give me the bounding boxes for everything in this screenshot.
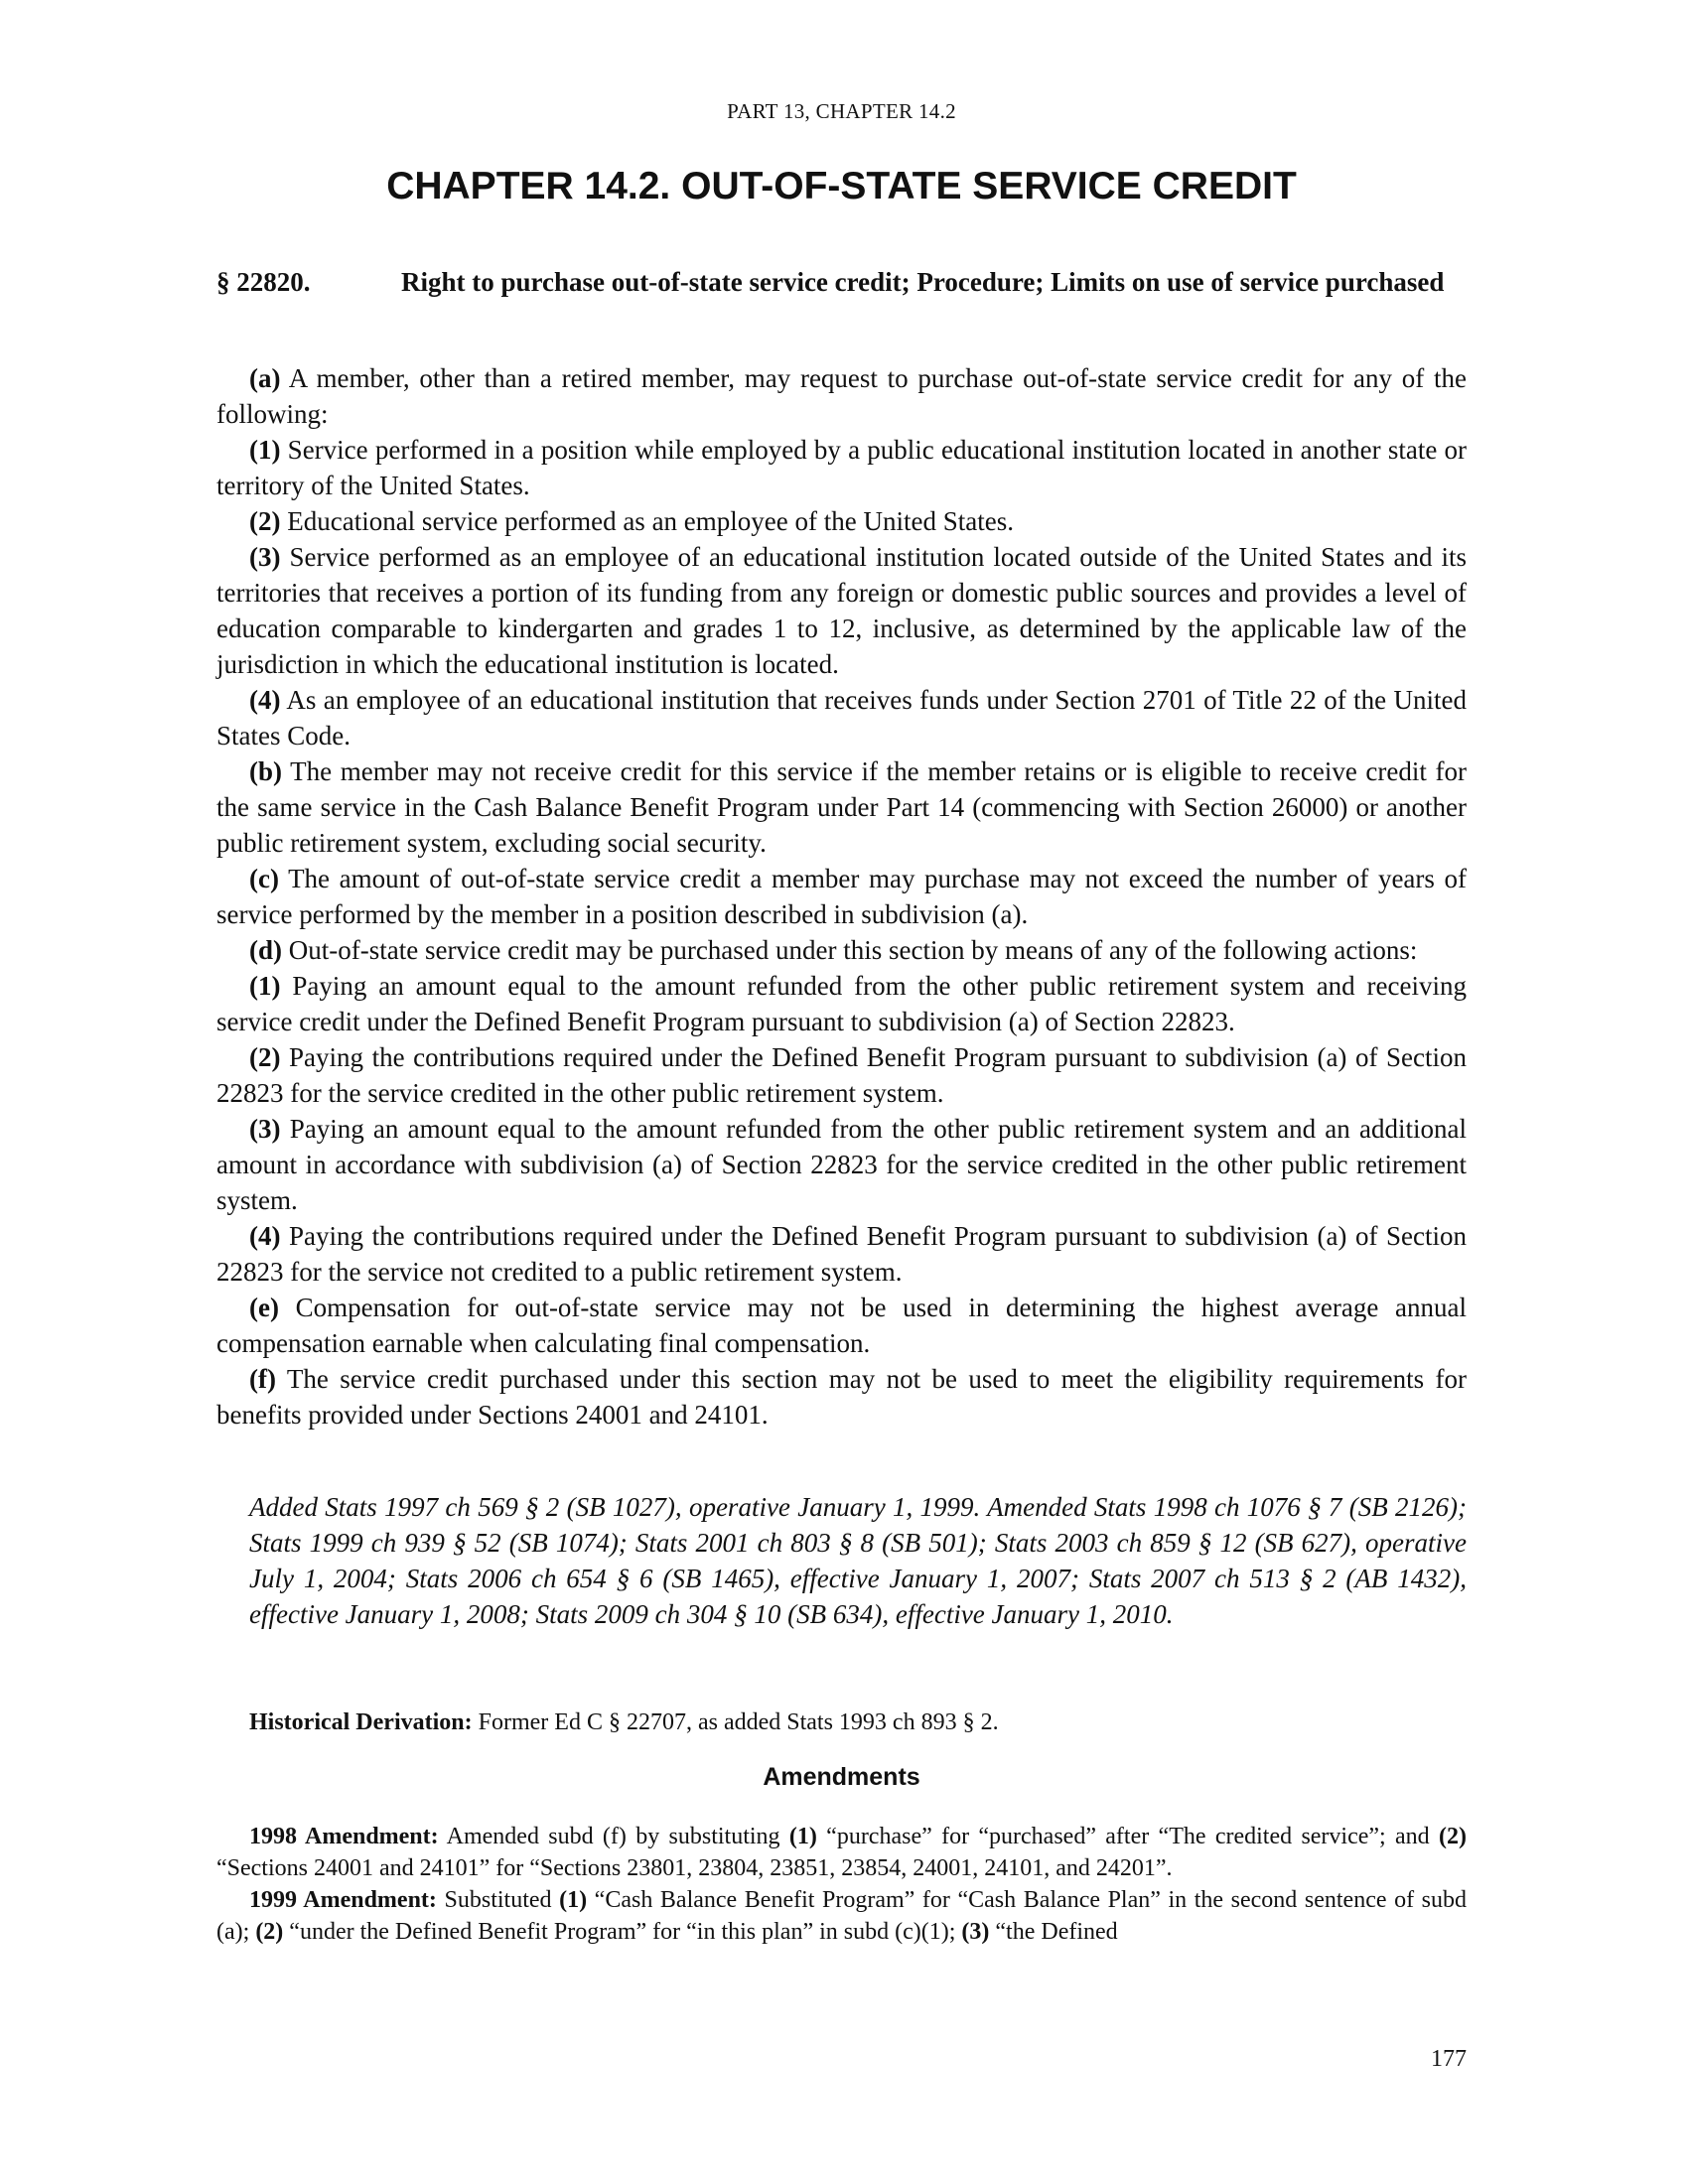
- amendment-text: “Cash Balance Benefit Program” for “Cash Balance Plan” in the second sentence of subd (a);: [216, 1887, 1467, 1945]
- section-heading: [216, 264, 1467, 300]
- amendment-text: “under the Defined Benefit Program” for “in this plan” in subd (c)(1);: [283, 1919, 962, 1945]
- paragraph-d3: [216, 1111, 1467, 1218]
- amendment-label: 1999 Amendment:: [249, 1887, 437, 1913]
- history-note: Added Stats 1997 ch 569 § 2 (SB 1027), operative January 1, 1999. Amended Stats 1998 ch 1076 § 7 (SB 2126); Stats 1999 ch 939 § 52 (SB 1074); Stats 2001 ch 803 § 8 (SB 501); Stats 2003 ch 859 § 12 (SB 627), operative July 1, 2004; Stats 2006 ch 654 § 6 (SB 1465), effective January 1, 2007; Stats 2007 ch 513 § 2 (AB 1432), effective January 1, 2008; Stats 2009 ch 304 § 10 (SB 634), effective January 1, 2010.: [249, 1492, 1467, 1629]
- paragraph-d1: [216, 968, 1467, 1039]
- derivation-label: Historical Derivation:: [249, 1709, 473, 1735]
- para-mark: (1): [249, 435, 281, 465]
- amendment-text: “the Defined: [989, 1919, 1118, 1945]
- para-text: The service credit purchased under this section may not be used to meet the eligibility requirements for benefits provided under Sections 24001 and 24101.: [216, 1364, 1467, 1430]
- section-title: Right to purchase out-of-state service credit; Procedure; Limits on use of service purchased: [401, 267, 1445, 297]
- paragraph-d4: [216, 1218, 1467, 1290]
- subdivision-b: [216, 753, 1467, 861]
- amendment-1998: [216, 1821, 1467, 1884]
- para-text: Paying the contributions required under the Defined Benefit Program pursuant to subdivision (a) of Section 22823 for the service not credited to a public retirement system.: [216, 1221, 1467, 1287]
- para-mark: (4): [249, 685, 281, 715]
- para-text: Compensation for out-of-state service may not be used in determining the highest average annual compensation earnable when calculating final compensation.: [216, 1293, 1467, 1358]
- subdivision-f: [216, 1361, 1467, 1433]
- para-mark: (f): [249, 1364, 276, 1394]
- para-text: Paying the contributions required under the Defined Benefit Program pursuant to subdivision (a) of Section 22823 for the service credited in the other public retirement system.: [216, 1042, 1467, 1108]
- paragraph-d2: [216, 1039, 1467, 1111]
- para-mark: (4): [249, 1221, 281, 1251]
- amendment-label: 1998 Amendment:: [249, 1824, 439, 1849]
- amendment-text: Substituted: [436, 1887, 560, 1913]
- amendment-text: “purchase” for “purchased” after “The credited service”; and: [816, 1824, 1439, 1849]
- amendment-mark: (3): [961, 1919, 990, 1945]
- amendment-mark: (1): [788, 1824, 817, 1849]
- chapter-title: CHAPTER 14.2. OUT-OF-STATE SERVICE CREDIT: [386, 165, 1297, 207]
- para-text: A member, other than a retired member, may request to purchase out-of-state service credit for any of the following:: [216, 363, 1467, 429]
- derivation-text: Former Ed C § 22707, as added Stats 1993 ch 893 § 2.: [472, 1709, 999, 1735]
- para-text: Service performed in a position while employed by a public educational institution located in another state or territory of the United States.: [216, 435, 1467, 500]
- para-text: Paying an amount equal to the amount refunded from the other public retirement system and receiving service credit under the Defined Benefit Program pursuant to subdivision (a) of Section 22823.: [216, 971, 1467, 1036]
- subdivision-d: [216, 932, 1467, 968]
- paragraph-a4: [216, 682, 1467, 753]
- amendment-mark: (2): [255, 1919, 284, 1945]
- historical-derivation: [249, 1706, 1467, 1738]
- subdivision-a: [216, 360, 1467, 432]
- para-mark: (d): [249, 935, 282, 965]
- para-mark: (3): [249, 1114, 281, 1144]
- para-mark: (2): [249, 1042, 281, 1072]
- amendment-text: Amended subd (f) by substituting: [438, 1824, 789, 1849]
- amendment-1999: [216, 1884, 1467, 1948]
- para-text: Out-of-state service credit may be purchased under this section by means of any of the following actions:: [282, 935, 1418, 965]
- para-mark: (c): [249, 864, 279, 893]
- para-text: As an employee of an educational institution that receives funds under Section 2701 of Title 22 of the United States Code.: [216, 685, 1467, 751]
- para-text: Paying an amount equal to the amount refunded from the other public retirement system and an additional amount in accordance with subdivision (a) of Section 22823 for the service credited in the other public retirement system.: [216, 1114, 1467, 1215]
- amendment-mark: (1): [559, 1887, 588, 1913]
- para-text: Service performed as an employee of an educational institution located outside of the United States and its territories that receives a portion of its funding from any foreign or domestic public sources and provides a level of education comparable to kindergarten and grades 1 to 12, inclusive, as determined by the applicable law of the jurisdiction in which the educational institution is located.: [216, 542, 1467, 679]
- paragraph-a3: [216, 539, 1467, 682]
- para-mark: (2): [249, 506, 281, 536]
- section-number: § 22820.: [216, 267, 311, 297]
- amendment-text: “Sections 24001 and 24101” for “Sections 23801, 23804, 23851, 23854, 24001, 24101, and 24201”.: [216, 1855, 1173, 1881]
- para-mark: (3): [249, 542, 281, 572]
- para-mark: (1): [249, 971, 281, 1001]
- paragraph-a2: [216, 503, 1467, 539]
- para-mark: (a): [249, 363, 281, 393]
- page-number: 177: [1431, 2046, 1467, 2072]
- amendment-mark: (2): [1439, 1824, 1467, 1849]
- subdivision-c: [216, 861, 1467, 932]
- para-text: The member may not receive credit for this service if the member retains or is eligible to receive credit for the same service in the Cash Balance Benefit Program under Part 14 (commencing with Section 26000) or another public retirement system, excluding social security.: [216, 756, 1467, 858]
- para-text: Educational service performed as an employee of the United States.: [280, 506, 1014, 536]
- amendments-list: [216, 1821, 1467, 1948]
- section-body: [216, 360, 1467, 1433]
- para-mark: (b): [249, 756, 282, 786]
- amendments-heading: Amendments: [763, 1763, 920, 1791]
- paragraph-a1: [216, 432, 1467, 503]
- subdivision-e: [216, 1290, 1467, 1361]
- para-mark: (e): [249, 1293, 279, 1322]
- para-text: The amount of out-of-state service credit a member may purchase may not exceed the number of years of service performed by the member in a position described in subdivision (a).: [216, 864, 1467, 929]
- running-head: PART 13, CHAPTER 14.2: [727, 99, 956, 123]
